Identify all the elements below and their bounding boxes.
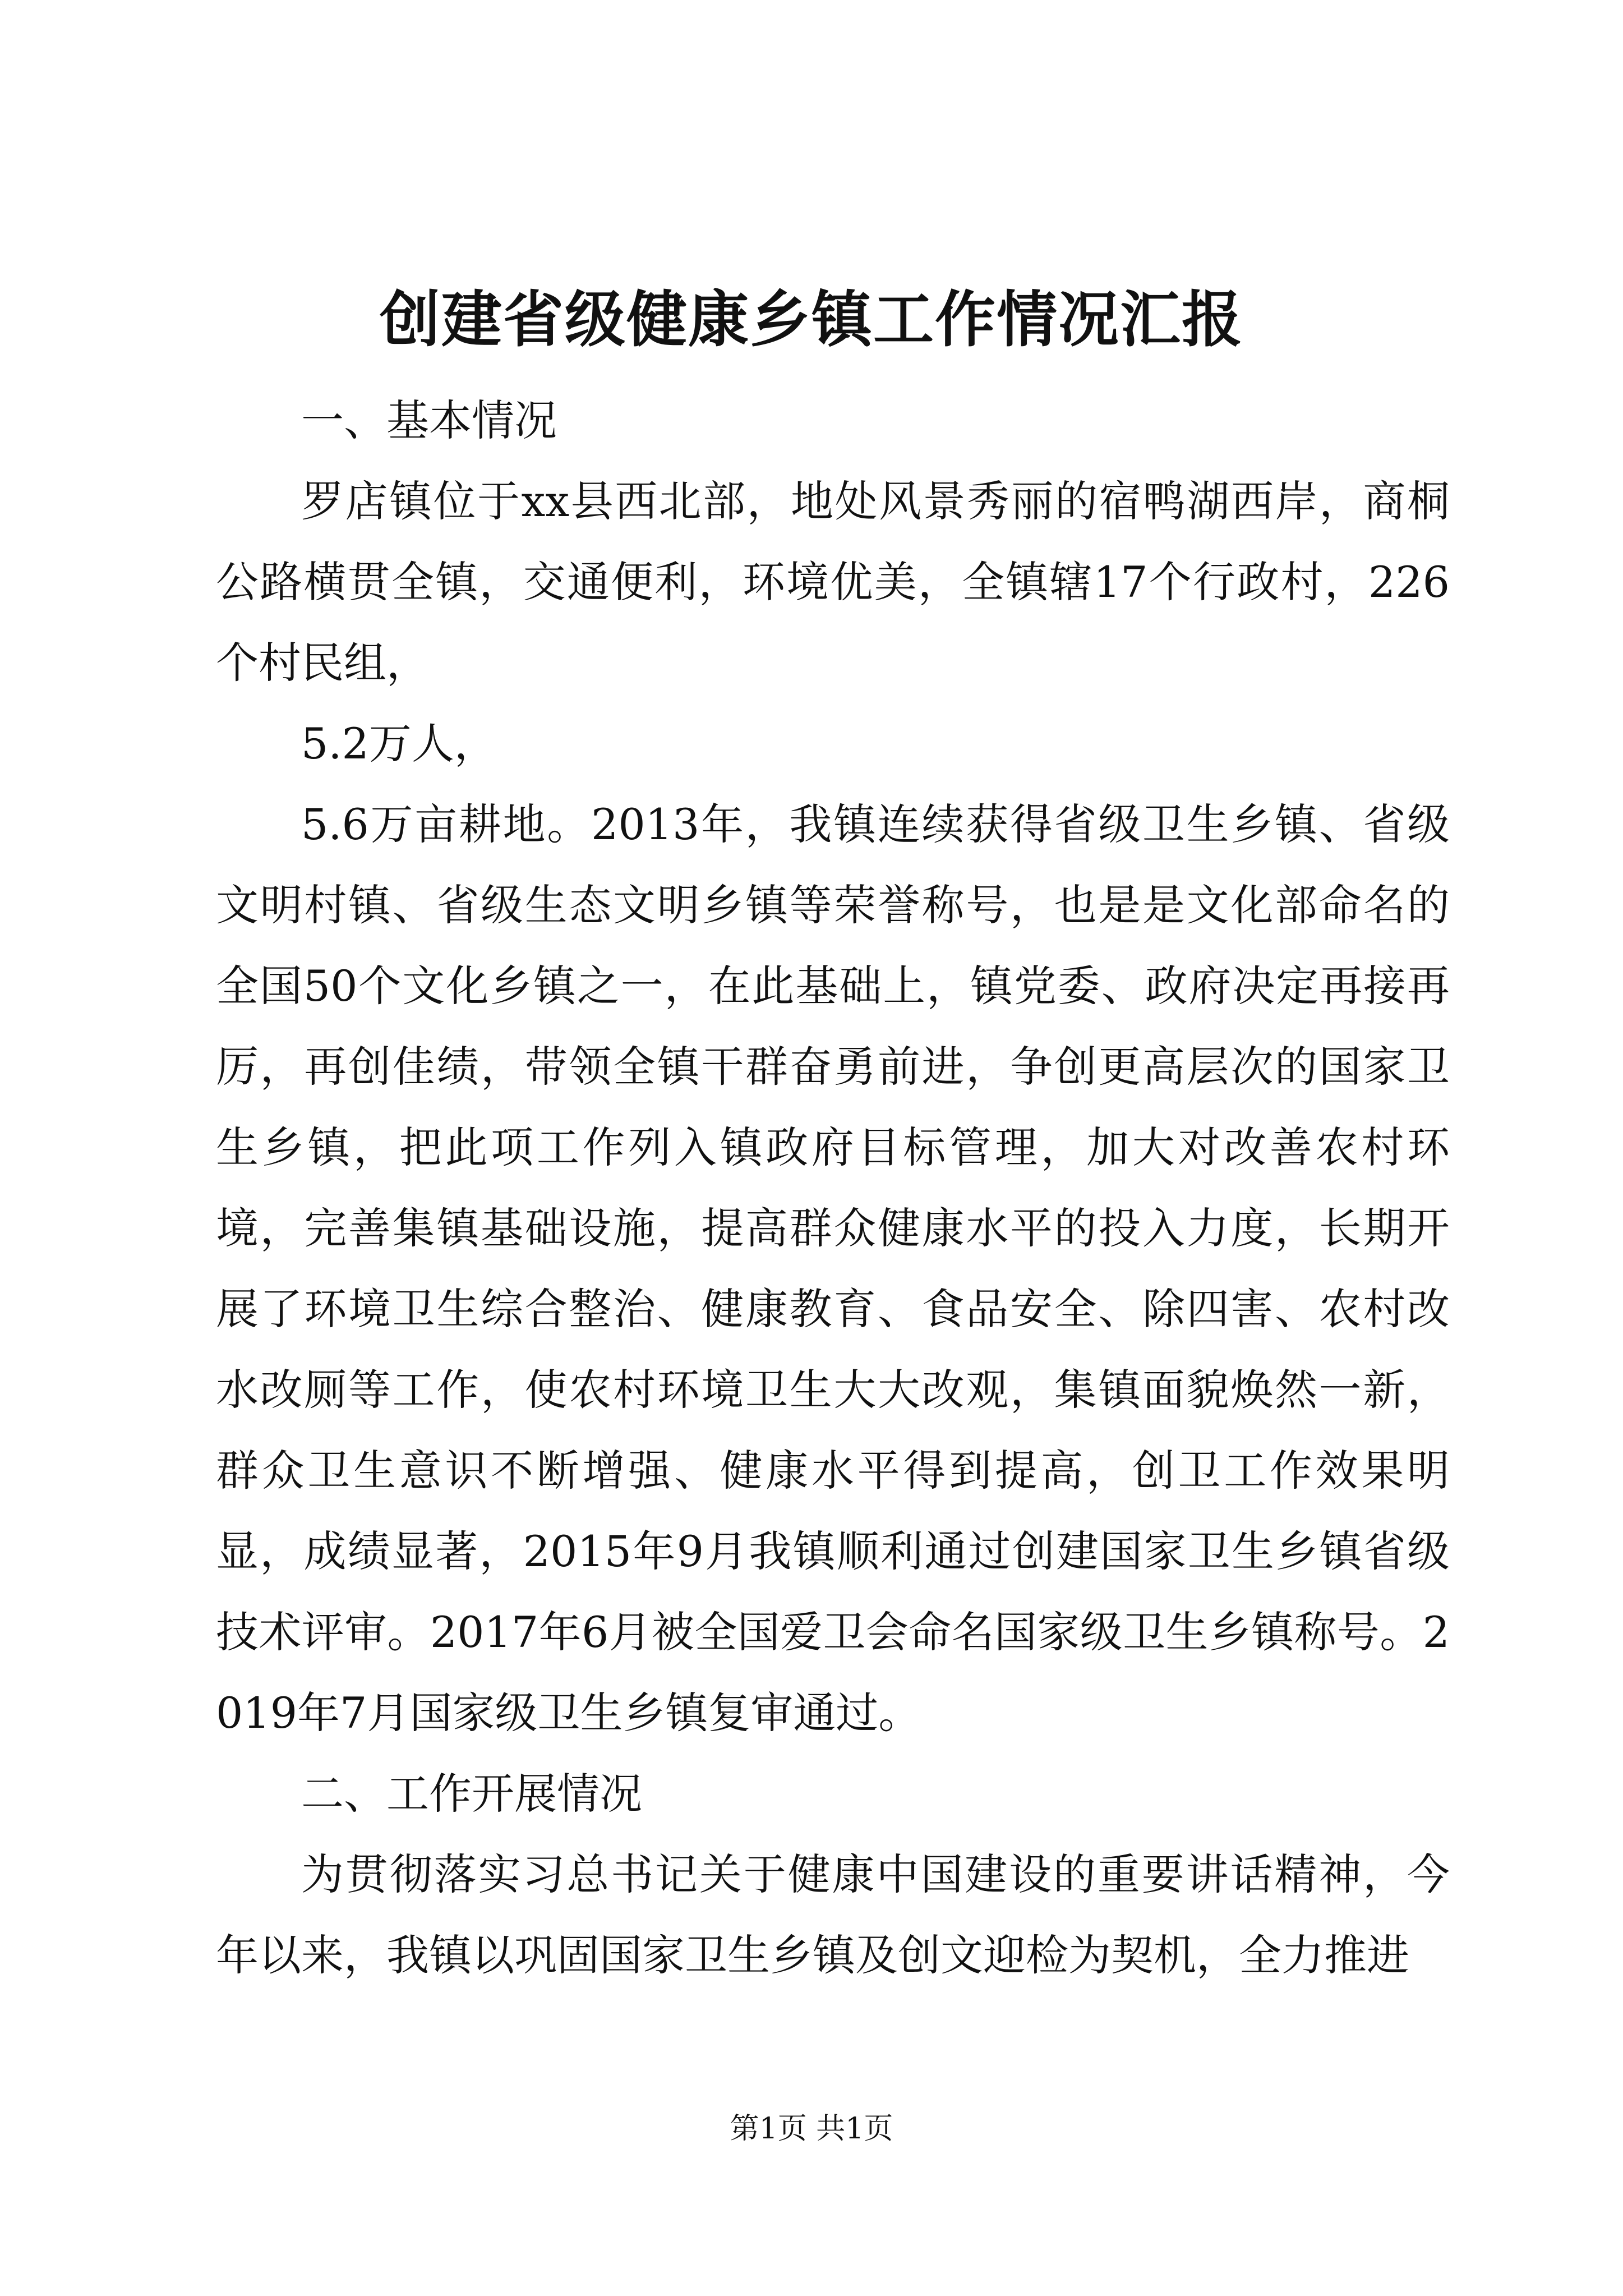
paragraph: 为贯彻落实习总书记关于健康中国建设的重要讲话精神，今年以来，我镇以巩固国家卫生乡镇及创文迎检为契机，全力推进 xyxy=(216,1849,1450,1980)
paragraph: 罗店镇位于xx县西北部，地处风景秀丽的宿鸭湖西岸，商桐公路横贯全镇，交通便利，环境优美，全镇辖17个行政村，226个村民组， xyxy=(216,476,1450,688)
document-title: 创建省级健康乡镇工作情况汇报 xyxy=(379,284,1243,355)
page-number: 第1页 共1页 xyxy=(730,2112,893,2146)
section-heading-basic-info: 一、基本情况 xyxy=(301,395,557,445)
paragraph: 5.6万亩耕地。2013年，我镇连续获得省级卫生乡镇、省级文明村镇、省级生态文明乡镇等荣誉称号，也是是文化部命名的全国50个文化乡镇之一，在此基础上，镇党委、政府决定再接再厉，再创佳绩，带领全镇干群奋勇前进，争创更高层次的国家卫生乡镇，把此项工作列入镇政府目标管理，加大对改善农村环境，完善集镇基础设施，提高群众健康水平的投入力度，长期开展了环境卫生综合整治、健康教育、食品安全、除四害、农村改水改厕等工作，使农村环境卫生大大改观，集镇面貌焕然一新，群众卫生意识不断增强、健康水平得到提高，创卫工作效果明显，成绩显著，2015年9月我镇顺利通过创建国家卫生乡镇省级技术评审。2017年6月被全国爱卫会命名国家级卫生乡镇称号。2019年7月国家级卫生乡镇复审通过。 xyxy=(216,799,1450,1738)
section-heading-work-progress: 二、工作开展情况 xyxy=(301,1769,642,1819)
paragraph: 5.2万人， xyxy=(301,719,497,769)
document-body xyxy=(216,380,1450,1996)
